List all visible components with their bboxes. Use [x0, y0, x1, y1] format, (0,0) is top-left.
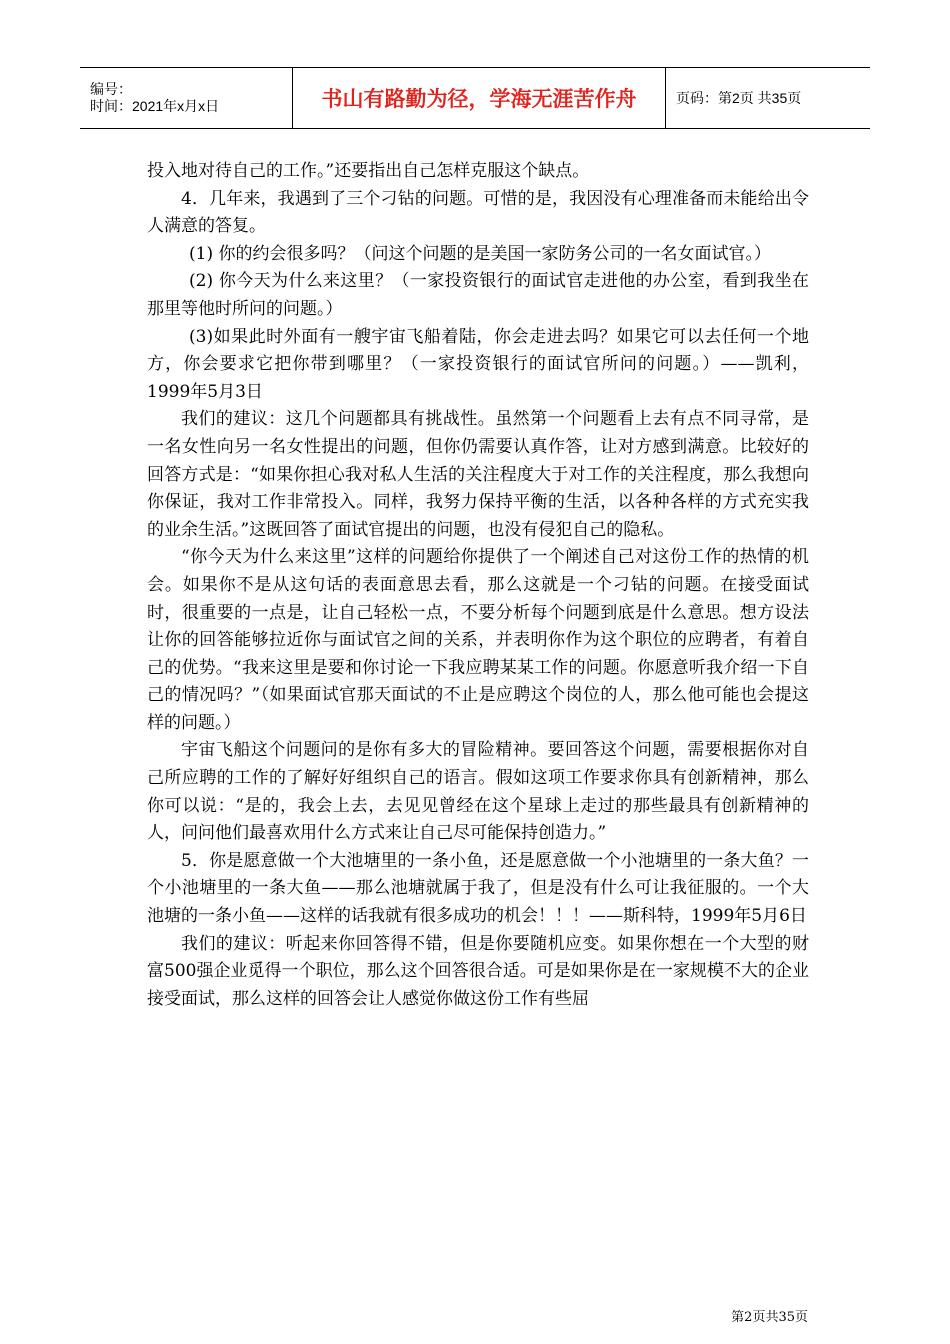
- page-footer: 第2页共35页: [731, 1310, 808, 1325]
- document-body: [147, 158, 809, 1013]
- paragraph: (1) 你的约会很多吗？（问这个问题的是美国一家防务公司的一名女面试官。）: [189, 243, 771, 264]
- paragraph: “你今天为什么来这里”这样的问题给你提供了一个阐述自己对这份工作的热情的机会。如果你不是从这句话的表面意思去看，那么这就是一个刁钻的问题。在接受面试时，很重要的一点是，让自己轻松一点，不要分析每个问题到底是什么意思。想方设法让你的回答能够拉近你与面试官之间的关系，并表明你作为这个职位的应聘者，有着自己的优势。“我来这里是要和你讨论一下我应聘某某工作的问题。你愿意听我介绍一下自己的情况吗？”（如果面试官那天面试的不止是应聘这个岗位的人，那么他可能也会提这样的问题。）: [147, 547, 809, 733]
- paragraph: 我们的建议：这几个问题都具有挑战性。虽然第一个问题看上去有点不同寻常，是一名女性向另一名女性提出的问题，但你仍需要认真作答，让对方感到满意。比较好的回答方式是：“如果你担心我对私人生活的关注程度大于对工作的关注程度，那么我想向你保证，我对工作非常投入。同样，我努力保持平衡的生活，以各种各样的方式充实我的业余生活。”这既回答了面试官提出的问题，也没有侵犯自己的隐私。: [147, 409, 809, 540]
- paragraph: 我们的建议：听起来你回答得不错，但是你要随机应变。如果你想在一个大型的财富500强企业觅得一个职位，那么这个回答很合适。可是如果你是在一家规模不大的企业接受面试，那么这样的回答会让人感觉你做这份工作有些屈: [147, 933, 809, 1009]
- header-meta: [80, 68, 293, 129]
- paragraph: 宇宙飞船这个问题问的是你有多大的冒险精神。要回答这个问题，需要根据你对自己所应聘的工作的了解好好组织自己的语言。假如这项工作要求你具有创新精神，那么你可以说：“是的，我会上去，去见见曾经在这个星球上走过的那些最具有创新精神的人，问问他们最喜欢用什么方式来让自己尽可能保持创造力。”: [147, 740, 809, 844]
- paragraph: 投入地对待自己的工作。”还要指出自己怎样克服这个缺点。: [147, 161, 590, 181]
- header-motto: 书山有路勤为径，学海无涯苦作舟: [293, 68, 666, 129]
- paragraph: 5．你是愿意做一个大池塘里的一条小鱼，还是愿意做一个小池塘里的一条大鱼？一个小池塘里的一条大鱼——那么池塘就属于我了，但是没有什么可让我征服的。一个大池塘的一条小鱼——这样的话我就有很多成功的机会！！！——斯科特，1999年5月6日: [147, 850, 809, 927]
- header-page-number: 页码：第2页 共35页: [666, 68, 871, 129]
- page-header: [80, 67, 870, 129]
- paragraph: (3)如果此时外面有一艘宇宙飞船着陆，你会走进去吗？如果它可以去任何一个地方，你会要求它把你带到哪里？（一家投资银行的面试官所问的问题。）——凯利，1999年5月3日: [147, 326, 809, 402]
- paragraph: 4．几年来，我遇到了三个刁钻的问题。可惜的是，我因没有心理准备而未能给出令人满意的答复。: [147, 188, 809, 237]
- document-time-label: 时间：2021年x月x日: [90, 98, 220, 114]
- document-number-label: 编号：: [90, 81, 132, 97]
- paragraph: (2) 你今天为什么来这里？（一家投资银行的面试官走进他的办公室，看到我坐在那里等他时所问的问题。）: [147, 271, 809, 319]
